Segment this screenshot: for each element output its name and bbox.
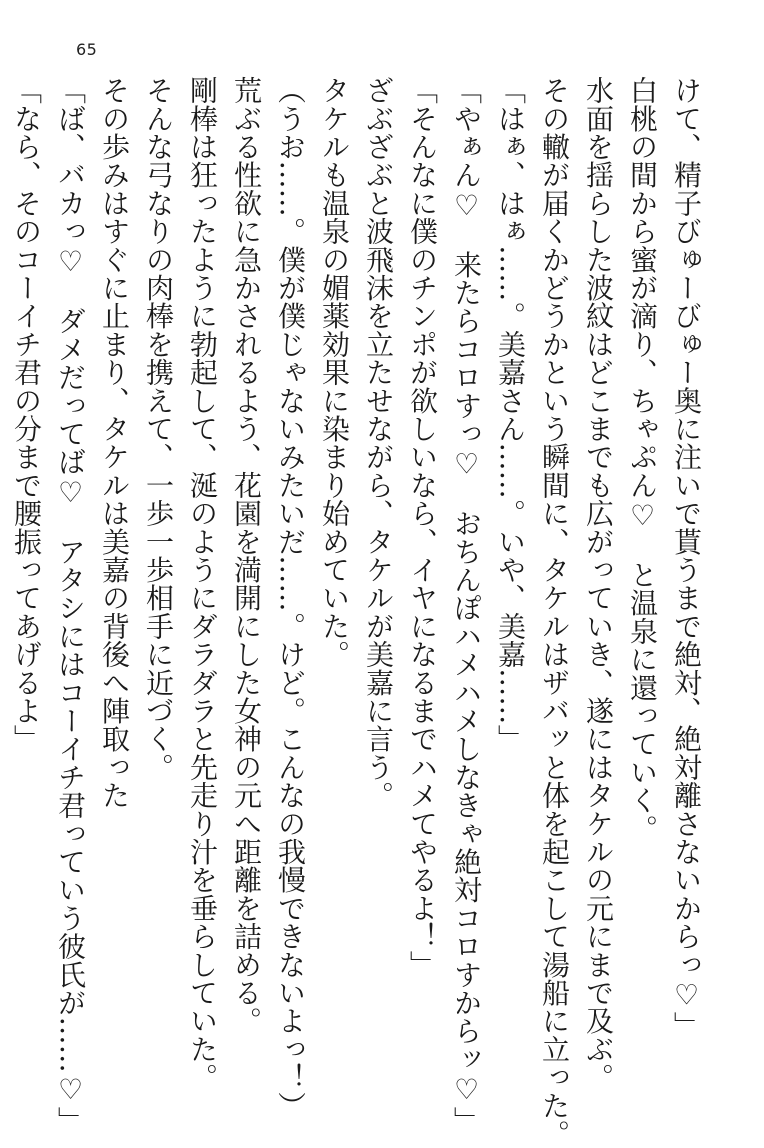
text-line: 「やぁん♡ 来たらコロすっ♡ おちんぽハメハメしなきゃ絶対コロすからッ♡」 (450, 76, 483, 1135)
text-line: 白桃の間から蜜が滴り、ちゃぷん♡ と温泉に還っていく。 (626, 76, 659, 843)
text-line: タケルも温泉の媚薬効果に染まり始めていた。 (318, 76, 351, 669)
page-number: 65 (76, 40, 98, 59)
text-line: 「ば、バカっ♡ ダメだってば♡ アタシにはコーイチ君っていう彼氏が……♡」 (54, 76, 87, 1135)
body-text (10, 76, 708, 1148)
text-line: 「なら、そのコーイチ君の分まで腰振ってあげるよ」 (10, 76, 43, 753)
text-line: その歩みはすぐに止まり、タケルは美嘉の背後へ陣取った (98, 76, 131, 810)
text-line: そんな弓なりの肉棒を携えて、一歩一歩相手に近づく。 (142, 76, 175, 781)
text-line: その轍が届くかどうかという瞬間に、タケルはザバッと体を起こして湯船に立った。 (538, 76, 571, 1148)
text-line: 「はぁ、はぁ……。美嘉さん……。いや、美嘉……」 (494, 76, 527, 753)
text-line: 水面を揺らした波紋はどこまでも広がっていき、遂にはタケルの元にまで及ぶ。 (582, 76, 615, 1092)
text-line: 剛棒は狂ったように勃起して、涎のようにダラダラと先走り汁を垂らしていた。 (186, 76, 219, 1092)
text-line: ざぶざぶと波飛沫を立たせながら、タケルが美嘉に言う。 (362, 76, 395, 810)
text-line: （うお……。僕が僕じゃないみたいだ……。けど。こんなの我慢できないよっ！） (274, 76, 307, 1120)
text-line: 荒ぶる性欲に急かされるよう、花園を満開にした女神の元へ距離を詰める。 (230, 76, 263, 1035)
text-line: 「そんなに僕のチンポが欲しいなら、イヤになるまでハメてやるよ！」 (406, 76, 439, 979)
text-line: けて、精子びゅーびゅー奥に注いで貰うまで絶対、絶対離さないからっ♡」 (670, 76, 703, 1040)
